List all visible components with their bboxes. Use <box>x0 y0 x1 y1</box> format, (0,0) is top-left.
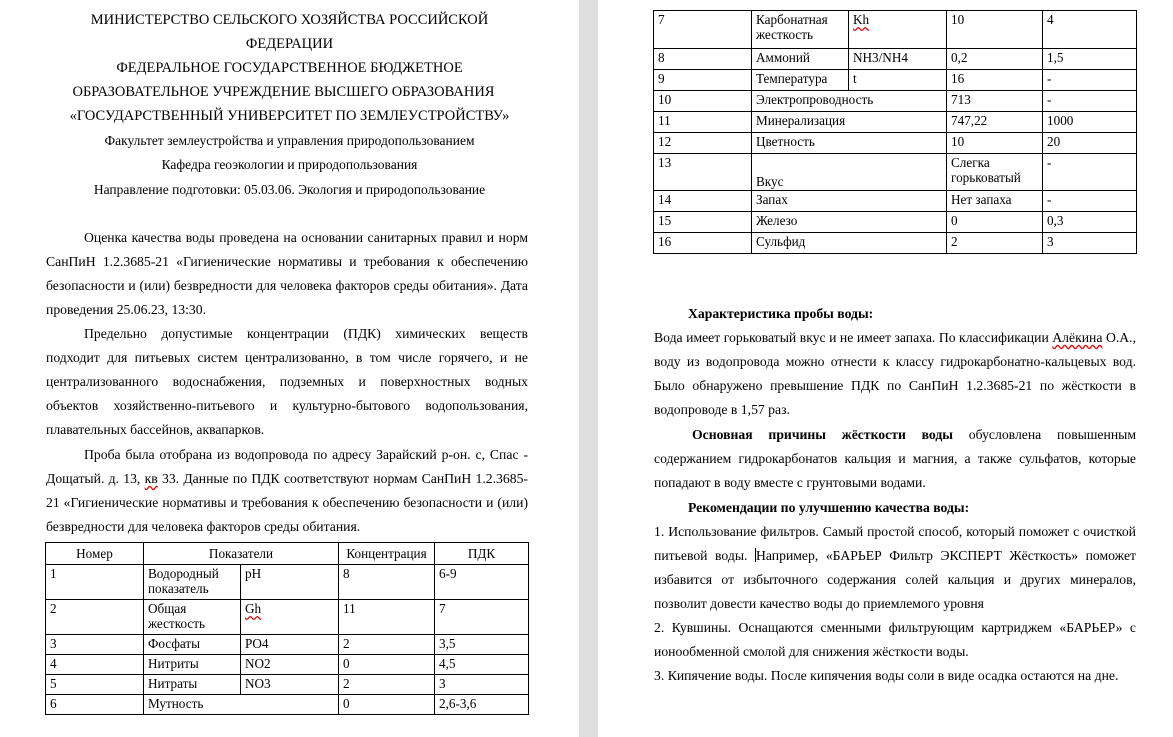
cell-pdk: - <box>1043 191 1137 212</box>
cell-pdk: - <box>1043 154 1137 191</box>
rec1-text-a: 1. Использование фильтров. Самый простой способ, который поможет с очисткой питьевой воды. <box>654 524 1136 563</box>
cell-symbol: t <box>849 70 947 91</box>
rec1-text-b: Например, «БАРЬЕР Фильтр ЭКСПЕРТ Жёсткость» поможет избавится от избыточного содержания солей кальция и других минералов, позволит довести качество воды до приемлемого уровня <box>654 548 1137 611</box>
faculty-line: Факультет землеустройства и управления природопользованием <box>104 133 475 148</box>
cell-name: Нитриты <box>144 655 241 675</box>
header-line-1: МИНИСТЕРСТВО СЕЛЬСКОГО ХОЗЯЙСТВА РОССИЙСКОЙ <box>90 12 489 28</box>
cause-bold: Основная причины жёсткости воды <box>692 427 953 442</box>
cell-number: 10 <box>654 91 752 112</box>
cell-symbol: NH3/NH4 <box>849 49 947 70</box>
cell-concentration: 10 <box>947 133 1043 154</box>
cell-concentration: 713 <box>947 91 1043 112</box>
cell-pdk: 4 <box>1043 11 1137 49</box>
cell-concentration: 16 <box>947 70 1043 91</box>
cell-pdk: 20 <box>1043 133 1137 154</box>
cell-concentration: 0 <box>339 695 435 715</box>
table-row <box>654 91 1137 112</box>
cell-number: 5 <box>46 675 144 695</box>
table-row <box>46 565 529 600</box>
cell-name: Аммоний <box>752 49 849 70</box>
cell-name: Фосфаты <box>144 635 241 655</box>
paragraph-pdk[interactable]: Предельно допустимые концентрации (ПДК) химических веществ подходит для питьевых систем централизованно, в том числе горячего, и не централизованного водоснабжения, подземных и поверхностных водных объектов хозяйственно-питьевого и культурно-бытового водопользования, плавательных бассейнов, аквапарков. <box>46 326 528 437</box>
cell-pdk: 6-9 <box>435 565 529 600</box>
cell-pdk: 4,5 <box>435 655 529 675</box>
char-text-name: Алёкина <box>1052 330 1103 345</box>
cell-number: 8 <box>654 49 752 70</box>
header-line-4: ОБРАЗОВАТЕЛЬНОЕ УЧРЕЖДЕНИЕ ВЫСШЕГО ОБРАЗОВАНИЯ <box>72 84 495 100</box>
cell-symbol: PO4 <box>241 635 339 655</box>
paragraph-sample[interactable] <box>46 443 528 539</box>
cell-name: Минерализация <box>752 112 947 133</box>
cell-pdk: 7 <box>435 600 529 635</box>
header-number: Номер <box>46 543 144 565</box>
table-row <box>654 112 1137 133</box>
sample-text-b: 33. Данные по ПДК соответствуют нормам СанПиН 1.2.3685-21 «Гигиенические нормативы и требования к обеспечению безопасности и (или) безвредности для человека факторов среды обитания. <box>46 471 528 534</box>
cell-concentration: 8 <box>339 565 435 600</box>
cell-concentration: 0 <box>947 212 1043 233</box>
cell-pdk: 1,5 <box>1043 49 1137 70</box>
recommendations-heading: Рекомендации по улучшению качества воды: <box>688 500 970 515</box>
char-text-a: Вода имеет горьковатый вкус и не имеет запаха. По классификации <box>654 330 1053 345</box>
cell-name: Водородный показатель <box>144 565 241 600</box>
page-gutter <box>579 0 598 737</box>
char-text-b: О.А., воду из водопровода можно отнести к классу гидрокарбонатно-кальцевых вод. Было обнаружено превышение ПДК по СанПиН 1.2.3685-21 по жёсткости в водопроводе в 1,57 раз. <box>654 330 1136 417</box>
cell-symbol: NO2 <box>241 655 339 675</box>
document-page-left[interactable] <box>0 0 579 737</box>
department-line: Кафедра геоэкологии и природопользования <box>161 157 418 172</box>
header-line-5: «ГОСУДАРСТВЕННЫЙ УНИВЕРСИТЕТ ПО ЗЕМЛЕУСТРОЙСТВУ» <box>69 108 510 124</box>
cell-number: 9 <box>654 70 752 91</box>
cell-number: 1 <box>46 565 144 600</box>
cell-pdk: - <box>1043 91 1137 112</box>
cell-name: Сульфид <box>752 233 947 254</box>
paragraph-assessment[interactable]: Оценка качества воды проведена на основании санитарных правил и норм СанПиН 1.2.3685-21 «Гигиенические нормативы и требования к обеспечению безопасности и (или) безвредности для человека факторов среды обитания». Дата проведения 25.06.23, 13:30. <box>46 230 528 317</box>
cell-concentration: 747,22 <box>947 112 1043 133</box>
cell-concentration: Нет запаха <box>947 191 1043 212</box>
cell-number: 2 <box>46 600 144 635</box>
cell-name: Мутность <box>144 695 339 715</box>
cell-concentration: 10 <box>947 11 1043 49</box>
document-page-right[interactable] <box>598 0 1173 737</box>
cell-number: 3 <box>46 635 144 655</box>
cell-number: 4 <box>46 655 144 675</box>
table-row <box>654 11 1137 49</box>
table-row <box>46 655 529 675</box>
cell-pdk: 3,5 <box>435 635 529 655</box>
cell-number: 6 <box>46 695 144 715</box>
cell-concentration: 2 <box>339 675 435 695</box>
cell-name: Запах <box>752 191 947 212</box>
cell-symbol: Gh <box>241 600 339 635</box>
header-indicators: Показатели <box>144 543 339 565</box>
table-row <box>654 191 1137 212</box>
cell-pdk: 0,3 <box>1043 212 1137 233</box>
header-line-2: ФЕДЕРАЦИИ <box>245 36 334 52</box>
cell-name: Общая жесткость <box>144 600 241 635</box>
recommendation-3[interactable]: 3. Кипячение воды. После кипячения воды соли в виде осадка остаются на дне. <box>654 668 1119 683</box>
cell-number: 13 <box>654 154 752 191</box>
cell-number: 14 <box>654 191 752 212</box>
cell-concentration: 2 <box>947 233 1043 254</box>
cell-concentration: 0,2 <box>947 49 1043 70</box>
table-row <box>654 233 1137 254</box>
header-pdk: ПДК <box>435 543 529 565</box>
table-row <box>46 600 529 635</box>
cell-number: 16 <box>654 233 752 254</box>
sample-text-kv: кв <box>144 471 158 486</box>
table-row <box>654 70 1137 91</box>
cell-concentration: Слегка горьковатый <box>947 154 1043 191</box>
cell-name: Цветность <box>752 133 947 154</box>
recommendation-1[interactable] <box>654 520 1136 616</box>
cell-number: 12 <box>654 133 752 154</box>
cell-pdk: 3 <box>435 675 529 695</box>
table-row <box>46 675 529 695</box>
table-row <box>654 49 1137 70</box>
cell-concentration: 0 <box>339 655 435 675</box>
sample-text-a: Проба была отобрана из водопровода по адресу Зарайский р-он. с, Спас - Дощатый. д. 13, <box>46 447 528 486</box>
table-row <box>46 635 529 655</box>
cell-name: Электропроводность <box>752 91 947 112</box>
cell-number: 7 <box>654 11 752 49</box>
direction-line: Направление подготовки: 05.03.06. Экология и природопользование <box>93 182 486 197</box>
cell-pdk: 3 <box>1043 233 1137 254</box>
paragraph-hardness-cause[interactable] <box>654 423 1136 495</box>
cell-name: Нитраты <box>144 675 241 695</box>
cell-pdk: 2,6-3,6 <box>435 695 529 715</box>
table-row <box>654 212 1137 233</box>
table-row <box>46 695 529 715</box>
cell-pdk: 1000 <box>1043 112 1137 133</box>
cell-name: Температура <box>752 70 849 91</box>
cell-concentration: 11 <box>339 600 435 635</box>
header-line-3: ФЕДЕРАЛЬНОЕ ГОСУДАРСТВЕННОЕ БЮДЖЕТНОЕ <box>116 60 463 76</box>
cell-number: 11 <box>654 112 752 133</box>
cell-symbol: pH <box>241 565 339 600</box>
cell-symbol: NO3 <box>241 675 339 695</box>
paragraph-characteristic[interactable] <box>654 326 1136 422</box>
water-quality-table-part2[interactable] <box>653 10 1137 254</box>
cell-name: Железо <box>752 212 947 233</box>
cell-pdk: - <box>1043 70 1137 91</box>
cell-name: Вкус <box>752 154 947 191</box>
recommendation-2[interactable]: 2. Кувшины. Оснащаются сменными фильтрующим картриджем «БАРЬЕР» с ионообменной смолой для снижения жёсткости воды. <box>654 620 1136 659</box>
header-concentration: Концентрация <box>339 543 435 565</box>
cell-concentration: 2 <box>339 635 435 655</box>
table-row <box>654 154 1137 191</box>
cell-symbol: Kh <box>849 11 947 49</box>
table-row <box>654 133 1137 154</box>
water-quality-table-part1[interactable] <box>45 542 529 715</box>
characteristic-heading: Характеристика пробы воды: <box>688 306 874 321</box>
cell-name: Карбонатная жесткость <box>752 11 849 49</box>
cause-rest: обусловлена повышенным содержанием гидрокарбонатов кальция и магния, а также сульфатов, которые попадают в воду вместе с грунтовыми водами. <box>654 427 1136 490</box>
cell-number: 15 <box>654 212 752 233</box>
